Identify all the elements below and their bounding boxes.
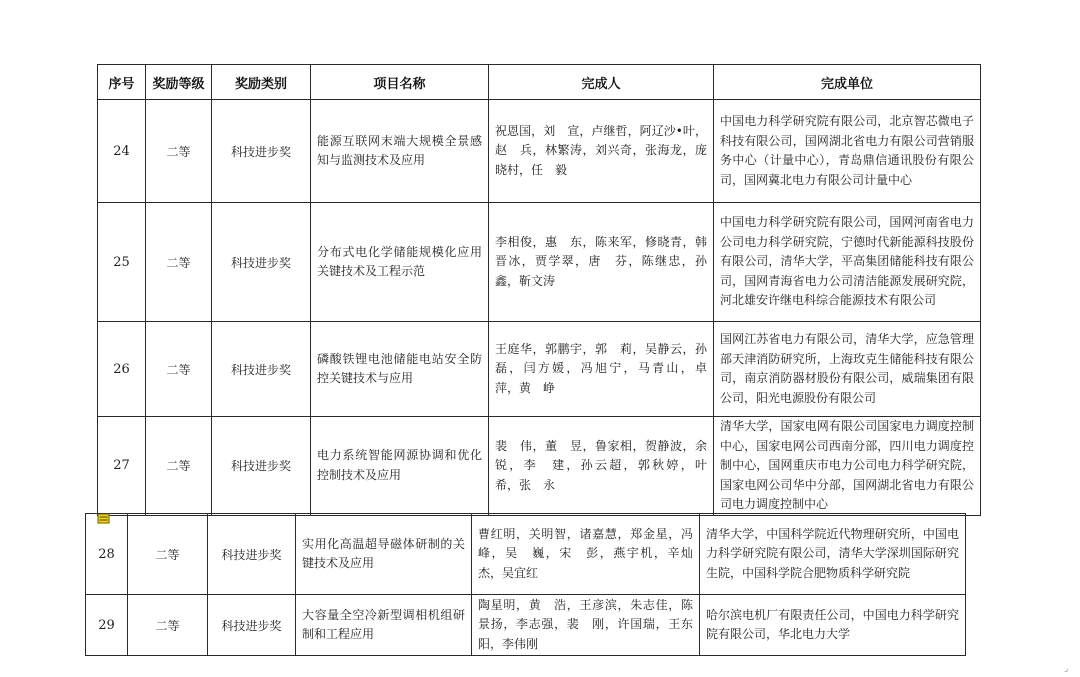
pointer-icon [97,513,111,525]
header-award-category: 奖励类别 [212,65,311,100]
row-category: 科技进步奖 [212,203,311,322]
row-category: 科技进步奖 [208,514,296,595]
row-people: 裴 伟，董 昱，鲁家相，贺静波，余 锐，李 建，孙云超，郭秋婷，叶 希，张 永 [489,417,714,516]
row-level: 二等 [128,595,208,656]
row-people: 陶星明，黄 浩，王彦滨，朱志佳，陈景扬，李志强，裴 刚，许国瑞，王东阳，李伟刚 [472,595,700,656]
table-row [86,514,966,595]
corner-mark: ⌟ [1064,664,1069,674]
header-institutions: 完成单位 [714,65,981,100]
row-serial: 25 [98,203,146,322]
table-row [98,100,981,203]
row-units: 中国电力科学研究院有限公司，北京智芯微电子科技有限公司，国网湖北省电力有限公司营销服务中心（计量中心），青岛鼎信通讯股份有限公司，国网冀北电力有限公司计量中心 [714,100,981,203]
row-project: 分布式电化学储能规模化应用关键技术及工程示范 [311,203,489,322]
table-row [98,322,981,417]
table-row [98,203,981,322]
row-category: 科技进步奖 [212,100,311,203]
header-project-name: 项目名称 [311,65,489,100]
row-category: 科技进步奖 [212,322,311,417]
header-serial: 序号 [98,65,146,100]
row-units: 哈尔滨电机厂有限责任公司，中国电力科学研究院有限公司，华北电力大学 [700,595,966,656]
row-level: 二等 [146,417,212,516]
row-people: 曹红明，关明智，诸嘉慧，郑金星，冯 峰，吴 巍，宋 彭，燕宇机，辛灿杰，吴宜红 [472,514,700,595]
row-serial: 29 [86,595,128,656]
awards-table-upper [97,64,981,516]
row-serial: 24 [98,100,146,203]
row-people: 李相俊，惠 东，陈来军，修晓青，韩晋冰，贾学翠，唐 芬，陈继忠，孙 鑫，靳文涛 [489,203,714,322]
table-header-row [98,65,981,100]
row-category: 科技进步奖 [208,595,296,656]
row-project: 电力系统智能网源协调和优化控制技术及应用 [311,417,489,516]
table-row [98,417,981,516]
row-project: 能源互联网末端大规模全景感知与监测技术及应用 [311,100,489,203]
row-project: 实用化高温超导磁体研制的关键技术及应用 [296,514,472,595]
row-people: 王庭华，郭鹏宇，郭 莉，吴静云，孙 磊，闫方媛，冯旭宁，马青山，卓 萍，黄 峥 [489,322,714,417]
row-category: 科技进步奖 [212,417,311,516]
row-level: 二等 [128,514,208,595]
row-project: 大容量全空冷新型调相机组研制和工程应用 [296,595,472,656]
row-people: 祝恩国，刘 宣，卢继哲，阿辽沙•叶，赵 兵，林繁涛，刘兴奇，张海龙，庞晓村，任 毅 [489,100,714,203]
row-level: 二等 [146,203,212,322]
row-level: 二等 [146,100,212,203]
header-award-level: 奖励等级 [146,65,212,100]
row-serial: 26 [98,322,146,417]
row-units: 清华大学，国家电网有限公司国家电力调度控制中心，国家电网公司西南分部，四川电力调度控制中心，国网重庆市电力公司电力科学研究院，国家电网公司华中分部，国网湖北省电力有限公司电力调度控制中心 [714,417,981,516]
row-units: 清华大学，中国科学院近代物理研究所，中国电力科学研究院有限公司，清华大学深圳国际研究生院，中国科学院合肥物质科学研究院 [700,514,966,595]
row-serial: 27 [98,417,146,516]
row-units: 中国电力科学研究院有限公司，国网河南省电力公司电力科学研究院，宁德时代新能源科技股份有限公司，清华大学，平高集团储能科技有限公司，国网青海省电力公司清洁能源发展研究院，河北雄安许继电科综合能源技术有限公司 [714,203,981,322]
row-project: 磷酸铁锂电池储能电站安全防控关键技术与应用 [311,322,489,417]
header-contributors: 完成人 [489,65,714,100]
awards-table-lower [85,513,966,656]
row-serial: 28 [86,514,128,595]
row-units: 国网江苏省电力有限公司，清华大学，应急管理部天津消防研究所，上海玫克生储能科技有限公司，南京消防器材股份有限公司，威瑞集团有限公司，阳光电源股份有限公司 [714,322,981,417]
table-row [86,595,966,656]
row-level: 二等 [146,322,212,417]
